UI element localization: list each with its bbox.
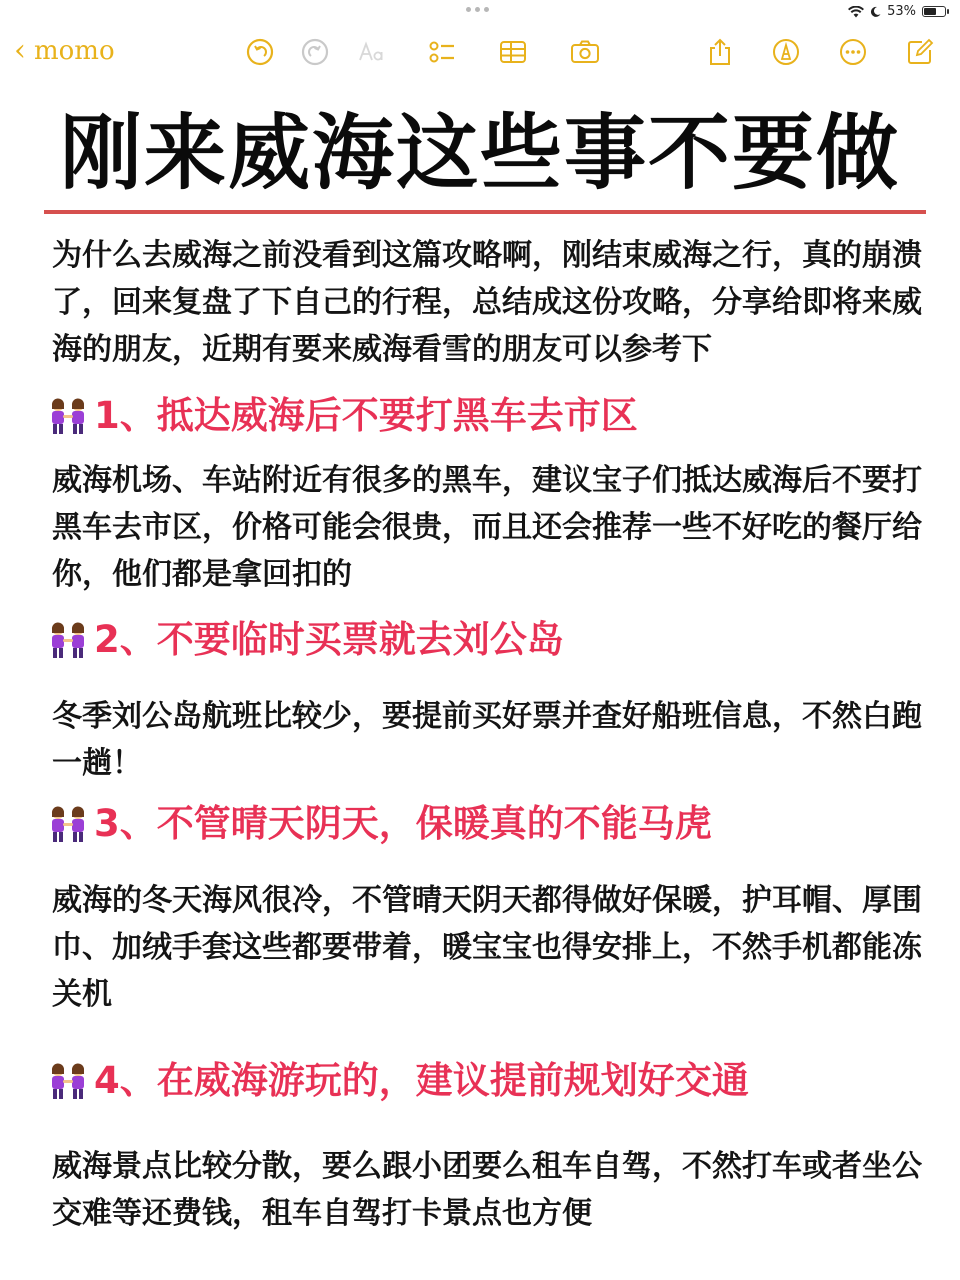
note-title: 刚来威海这些事不要做 (59, 106, 900, 201)
section-3-body: 威海的冬天海风很冷，不管晴天阴天都得做好保暖，护耳帽、厚围巾、加绒手套这些都要带着，暖宝宝也得安排上，不然手机都能冻关机 (52, 883, 922, 1012)
markup-pen-icon (771, 37, 801, 67)
section-1-body: 威海机场、车站附近有很多的黑车，建议宝子们抵达威海后不要打黑车去市区，价格可能会很贵，而且还会推荐一些不好吃的餐厅给你，他们都是拿回扣的 (52, 463, 922, 592)
multitask-dots-icon[interactable] (466, 7, 489, 12)
checklist-icon (427, 37, 457, 67)
intro-paragraph: 为什么去威海之前没看到这篇攻略啊，刚结束威海之行，真的崩溃了，回来复盘了下自己的行程，总结成这份攻略，分享给即将来威海的朋友，近期有要来威海看雪的朋友可以参考下 (52, 238, 922, 367)
section-3-heading (46, 800, 926, 848)
checklist-button[interactable] (426, 36, 458, 68)
back-button[interactable] (14, 33, 115, 68)
compose-button[interactable] (904, 36, 936, 68)
section-3-heading-text: 3、不管晴天阴天，保暖真的不能马虎 (94, 802, 712, 845)
text-format-button[interactable] (356, 36, 388, 68)
camera-button[interactable] (569, 36, 601, 68)
section-1-heading-text: 1、抵达威海后不要打黑车去市区 (94, 394, 638, 437)
text-format-icon (357, 37, 387, 67)
compose-icon (905, 37, 935, 67)
camera-icon (570, 37, 600, 67)
back-label: momo (34, 36, 115, 66)
more-icon (838, 37, 868, 67)
section-2-body: 冬季刘公岛航班比较少，要提前买好票并查好船班信息，不然白跑一趟！ (52, 699, 922, 781)
undo-icon (245, 37, 275, 67)
table-icon (498, 37, 528, 67)
status-indicators (848, 4, 946, 19)
undo-button[interactable] (244, 36, 276, 68)
redo-icon (300, 37, 330, 67)
section-2-heading-text: 2、不要临时买票就去刘公岛 (94, 618, 564, 661)
battery-percent: 53% (887, 4, 916, 19)
markup-button[interactable] (770, 36, 802, 68)
notes-toolbar (0, 30, 960, 76)
two-women-emoji-icon (46, 804, 90, 844)
two-women-emoji-icon (46, 620, 90, 660)
share-button[interactable] (704, 36, 736, 68)
section-4-heading (46, 1057, 926, 1105)
chevron-left-icon: ‹ (14, 33, 26, 68)
more-button[interactable] (837, 36, 869, 68)
wifi-icon (848, 6, 864, 18)
moon-icon (870, 6, 881, 18)
section-2-heading (46, 616, 926, 664)
redo-button[interactable] (299, 36, 331, 68)
section-4-body: 威海景点比较分散，要么跟小团要么租车自驾，不然打车或者坐公交难等还费钱，租车自驾打卡景点也方便 (52, 1149, 922, 1231)
table-button[interactable] (497, 36, 529, 68)
battery-icon (922, 6, 946, 17)
section-4-heading-text: 4、在威海游玩的，建议提前规划好交通 (94, 1059, 749, 1102)
share-icon (705, 37, 735, 67)
section-1-heading (46, 392, 926, 440)
title-divider (44, 210, 926, 214)
battery-level (924, 8, 936, 15)
two-women-emoji-icon (46, 1061, 90, 1101)
status-bar (0, 0, 960, 26)
two-women-emoji-icon (46, 396, 90, 436)
